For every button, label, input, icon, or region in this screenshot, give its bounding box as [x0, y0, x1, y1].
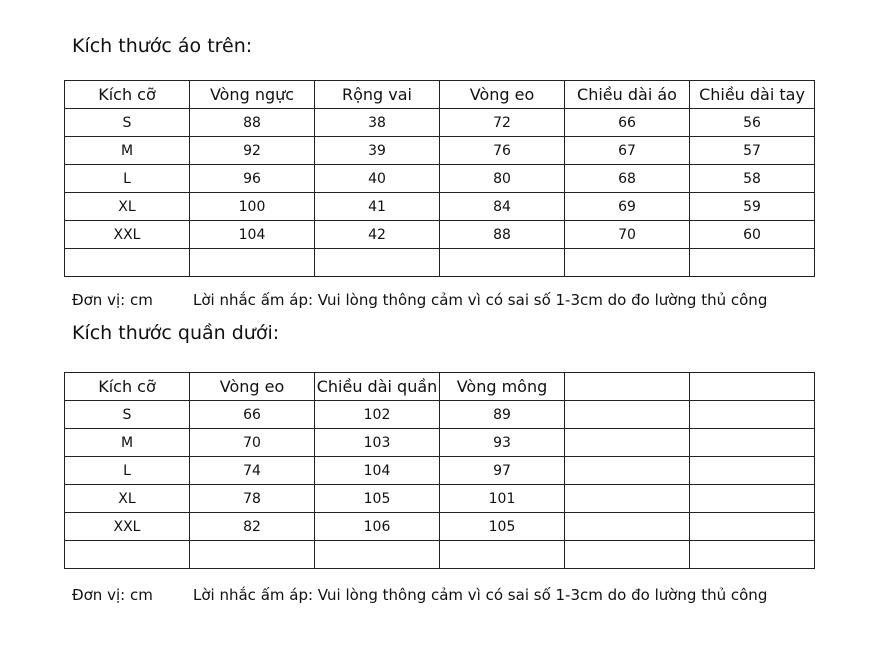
- column-header: Rộng vai: [315, 81, 440, 109]
- warm-reminder-note: Lời nhắc ấm áp: Vui lòng thông cảm vì có sai số 1-3cm do đo lường thủ công: [193, 291, 768, 309]
- table-cell: 103: [315, 429, 440, 457]
- table-cell: 56: [690, 109, 815, 137]
- table-cell: 76: [440, 137, 565, 165]
- table-cell: 88: [440, 221, 565, 249]
- table-cell: [190, 541, 315, 569]
- table-cell: 92: [190, 137, 315, 165]
- table-cell: [315, 541, 440, 569]
- table-cell: [565, 457, 690, 485]
- table-cell: 80: [440, 165, 565, 193]
- table-cell: 67: [565, 137, 690, 165]
- table-cell: 101: [440, 485, 565, 513]
- table-cell: 39: [315, 137, 440, 165]
- table-cell: 70: [565, 221, 690, 249]
- table-cell: [565, 541, 690, 569]
- table-cell: XL: [65, 193, 190, 221]
- table-cell: [190, 249, 315, 277]
- column-header: Kích cỡ: [65, 81, 190, 109]
- column-header: Chiều dài áo: [565, 81, 690, 109]
- table-cell: 42: [315, 221, 440, 249]
- table-cell: [690, 457, 815, 485]
- table-cell: [690, 249, 815, 277]
- table-cell: S: [65, 109, 190, 137]
- table-cell: [65, 249, 190, 277]
- table-cell: 60: [690, 221, 815, 249]
- bottom-size-table: [64, 372, 815, 569]
- top-size-title: Kích thước áo trên:: [72, 35, 253, 57]
- table-cell: [690, 429, 815, 457]
- table-header-row: [65, 81, 815, 109]
- unit-label: Đơn vị: cm: [72, 291, 153, 309]
- table-cell: 84: [440, 193, 565, 221]
- table-cell: M: [65, 429, 190, 457]
- table-cell: [65, 541, 190, 569]
- column-header: Vòng ngực: [190, 81, 315, 109]
- table-cell: 105: [315, 485, 440, 513]
- table-row: [65, 401, 815, 429]
- table-cell: 68: [565, 165, 690, 193]
- table-cell: 66: [565, 109, 690, 137]
- table-cell: 100: [190, 193, 315, 221]
- table-cell: [690, 513, 815, 541]
- column-header: Vòng eo: [440, 81, 565, 109]
- table-cell: 102: [315, 401, 440, 429]
- table-cell: S: [65, 401, 190, 429]
- column-header: Chiều dài quần: [315, 373, 440, 401]
- table-cell: L: [65, 457, 190, 485]
- table-cell: 93: [440, 429, 565, 457]
- table-cell: [440, 249, 565, 277]
- warm-reminder-note: Lời nhắc ấm áp: Vui lòng thông cảm vì có sai số 1-3cm do đo lường thủ công: [193, 586, 768, 604]
- table-cell: 105: [440, 513, 565, 541]
- table-row: [65, 109, 815, 137]
- top-size-table: [64, 80, 815, 277]
- table-row: [65, 221, 815, 249]
- table-row: [65, 137, 815, 165]
- table-cell: [565, 485, 690, 513]
- column-header: [565, 373, 690, 401]
- table-cell: [565, 513, 690, 541]
- bottom-size-title: Kích thước quần dưới:: [72, 322, 280, 344]
- table-cell: M: [65, 137, 190, 165]
- table-cell: 82: [190, 513, 315, 541]
- table-cell: [565, 401, 690, 429]
- table-cell: 78: [190, 485, 315, 513]
- table-row: [65, 513, 815, 541]
- table-cell: 70: [190, 429, 315, 457]
- table-row: [65, 457, 815, 485]
- table-cell: 104: [190, 221, 315, 249]
- table-cell: 69: [565, 193, 690, 221]
- column-header: Kích cỡ: [65, 373, 190, 401]
- table-cell: 96: [190, 165, 315, 193]
- table-cell: 88: [190, 109, 315, 137]
- table-cell: XL: [65, 485, 190, 513]
- table-cell: XXL: [65, 221, 190, 249]
- bottom-note-line: [72, 586, 767, 604]
- table-cell: [565, 429, 690, 457]
- table-cell: [690, 485, 815, 513]
- top-note-line: [72, 291, 767, 309]
- table-cell: 89: [440, 401, 565, 429]
- table-cell: [690, 541, 815, 569]
- table-cell: 38: [315, 109, 440, 137]
- column-header: [690, 373, 815, 401]
- table-cell: 40: [315, 165, 440, 193]
- column-header: Vòng mông: [440, 373, 565, 401]
- table-row: [65, 429, 815, 457]
- table-row: [65, 193, 815, 221]
- table-cell: 74: [190, 457, 315, 485]
- table-cell: XXL: [65, 513, 190, 541]
- table-cell: 66: [190, 401, 315, 429]
- table-cell: L: [65, 165, 190, 193]
- table-cell: 97: [440, 457, 565, 485]
- table-cell: 72: [440, 109, 565, 137]
- table-row: [65, 249, 815, 277]
- unit-label: Đơn vị: cm: [72, 586, 153, 604]
- table-row: [65, 541, 815, 569]
- table-cell: [690, 401, 815, 429]
- table-cell: 58: [690, 165, 815, 193]
- table-cell: 59: [690, 193, 815, 221]
- table-row: [65, 485, 815, 513]
- column-header: Vòng eo: [190, 373, 315, 401]
- column-header: Chiều dài tay: [690, 81, 815, 109]
- table-row: [65, 165, 815, 193]
- table-cell: 41: [315, 193, 440, 221]
- table-cell: [440, 541, 565, 569]
- table-cell: 57: [690, 137, 815, 165]
- table-cell: 106: [315, 513, 440, 541]
- table-cell: [315, 249, 440, 277]
- table-header-row: [65, 373, 815, 401]
- table-cell: [565, 249, 690, 277]
- table-cell: 104: [315, 457, 440, 485]
